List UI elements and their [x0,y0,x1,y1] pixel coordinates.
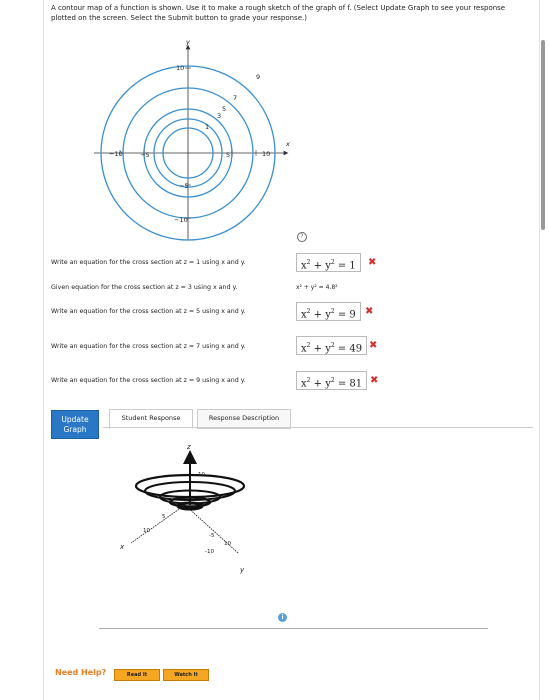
question-z1: Write an equation for the cross section at z = 1 using x and y. [51,259,246,266]
tab-student-response[interactable]: Student Response [109,409,193,429]
answer-field-z9[interactable]: $x^2 + y^2 = 81$ [296,371,367,390]
need-help-label: Need Help? [55,668,107,677]
info-icon[interactable]: i [278,613,287,622]
answer-field-z1[interactable]: $x^2 + y^2 = 1$ [296,253,361,272]
incorrect-icon: ✖ [368,257,377,268]
tick-label-x3d-5: 5 [162,514,166,520]
level-label-3: 3 [217,112,222,120]
level-label-9: 9 [256,73,261,81]
z-axis-label: z [187,443,191,451]
watch-it-button[interactable]: Watch It [163,669,209,681]
answer-field-z5[interactable]: $x^2 + y^2 = 9$ [296,302,361,321]
question-z3: Given equation for the cross section at z = 3 using x and y. [51,284,238,291]
incorrect-icon: ✖ [370,375,379,386]
tab-response-description[interactable]: Response Description [197,409,291,429]
tick-label-z-neg10: -10 [205,549,214,555]
divider [99,628,488,629]
level-label-5: 5 [222,105,227,113]
incorrect-icon: ✖ [365,306,374,317]
read-it-button[interactable]: Read It [114,669,160,681]
x-axis-3d [131,505,185,543]
incorrect-icon: ✖ [369,340,378,351]
level-label-7: 7 [233,94,238,102]
y-axis-label: y [186,38,190,46]
tick-label-x-neg5: −5 [140,151,150,159]
tick-label-x-5: 5 [226,151,231,159]
level-label-1: 1 [205,123,210,131]
answer-field-z7[interactable]: $x^2 + y^2 = 49$ [296,336,367,355]
question-z7: Write an equation for the cross section at z = 7 using x and y. [51,343,246,350]
tick-label-y-neg5: −5 [179,182,189,190]
tick-label-y-10: 10 [176,64,185,72]
tick-label-x3d-10: 10 [143,528,150,534]
tick-label-y3d-neg5: -5 [209,533,215,539]
tick-label-x-neg10: −10 [109,150,123,158]
x-axis-label: x [286,140,290,148]
given-equation-z3: x² + y² = 4.8² [296,284,338,291]
x-axis-3d-label: x [120,543,125,551]
tick-label-z-10: 10 [198,472,205,478]
y-axis-3d-label: y [240,566,245,574]
update-graph-button[interactable]: Update Graph [51,410,99,439]
tick-label-x-10: 10 [262,150,271,158]
question-z5: Write an equation for the cross section at z = 5 using x and y. [51,308,246,315]
help-icon[interactable]: ? [297,232,307,242]
tick-label-y3d-10: 10 [224,541,231,547]
tick-label-y-neg10: −10 [174,216,188,224]
question-z9: Write an equation for the cross section at z = 9 using x and y. [51,377,246,384]
intro-text: A contour map of a function is shown. Use it to make a rough sketch of the graph of f. (Select Update Graph to see your response plotted on the screen. Select the Submit button to grade your response.) [51,4,506,22]
